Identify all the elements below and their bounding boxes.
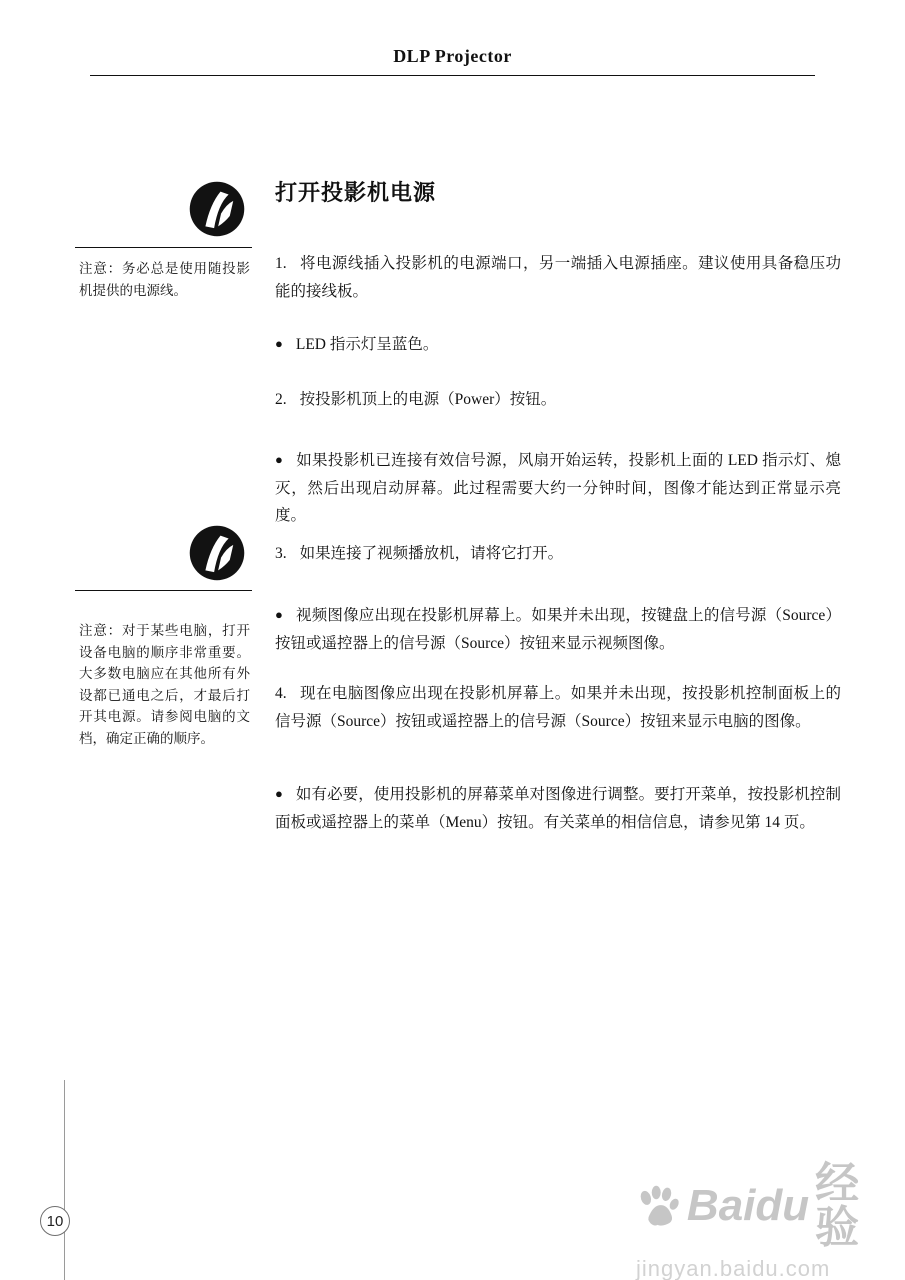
step-text: 如果连接了视频播放机，请将它打开。 xyxy=(299,545,564,562)
header-divider xyxy=(90,75,815,76)
brand-swoosh-icon xyxy=(188,524,246,582)
step-4 xyxy=(275,680,841,735)
bullet-text: 如有必要，使用投影机的屏幕菜单对图像进行调整。要打开菜单，按投影机控制面板或遥控器上的菜单（Menu）按钮。有关菜单的相信信息，请参见第 14 页。 xyxy=(275,786,841,831)
bullet-icon: ● xyxy=(275,607,283,622)
step-text: 现在电脑图像应出现在投影机屏幕上。如果并未出现，按投影机控制面板上的信号源（Source）按钮或遥控器上的信号源（Source）按钮来显示电脑的图像。 xyxy=(275,685,841,730)
baidu-wordmark: Baidu xyxy=(686,1181,810,1230)
step-text: 按投影机顶上的电源（Power）按钮。 xyxy=(299,391,557,408)
jingyan-wordmark: 经验 xyxy=(815,1159,862,1252)
bullet-icon: ● xyxy=(275,786,283,801)
step-number: 1. xyxy=(275,255,287,272)
bullet-text: 如果投影机已连接有效信号源，风扇开始运转，投影机上面的 LED 指示灯、熄灭，然后出现启动屏幕。此过程需要大约一分钟时间，图像才能达到正常显示亮度。 xyxy=(275,452,841,524)
bullet-startup-screen xyxy=(275,446,841,530)
baidu-watermark xyxy=(636,1159,905,1280)
page-number-badge: 10 xyxy=(40,1206,70,1236)
bullet-icon: ● xyxy=(275,452,283,467)
bullet-video-source xyxy=(275,601,841,657)
section-heading: 打开投影机电源 xyxy=(275,180,437,205)
step-1 xyxy=(275,250,841,305)
sidebar-divider xyxy=(75,590,252,591)
margin-note-computer-order: 注意：对于某些电脑，打开设备电脑的顺序非常重要。大多数电脑应在其他所有外设都已通电之后，才最后打开其电源。请参阅电脑的文档，确定正确的顺序。 xyxy=(79,623,250,746)
bullet-led-blue xyxy=(275,330,841,359)
baidu-paw-icon xyxy=(636,1183,681,1229)
bullet-icon: ● xyxy=(275,336,283,351)
watermark-url: jingyan.baidu.com xyxy=(636,1256,831,1280)
margin-note-power-cord: 注意：务必总是使用随投影机提供的电源线。 xyxy=(79,261,250,298)
document-title: DLP Projector xyxy=(393,46,512,66)
baidu-logo xyxy=(636,1159,905,1252)
step-3 xyxy=(275,540,841,568)
bullet-menu-adjust xyxy=(275,780,841,836)
bullet-text: LED 指示灯呈蓝色。 xyxy=(295,336,439,353)
footer-divider xyxy=(64,1080,65,1280)
bullet-text: 视频图像应出现在投影机屏幕上。如果并未出现，按键盘上的信号源（Source）按钮或遥控器上的信号源（Source）按钮来显示视频图像。 xyxy=(275,607,841,652)
step-number: 4. xyxy=(275,685,287,702)
step-number: 3. xyxy=(275,545,287,562)
step-number: 2. xyxy=(275,391,287,408)
sidebar-divider xyxy=(75,247,252,248)
step-text: 将电源线插入投影机的电源端口，另一端插入电源插座。建议使用具备稳压功能的接线板。 xyxy=(275,255,841,300)
brand-swoosh-icon xyxy=(188,180,246,238)
step-2 xyxy=(275,386,841,414)
